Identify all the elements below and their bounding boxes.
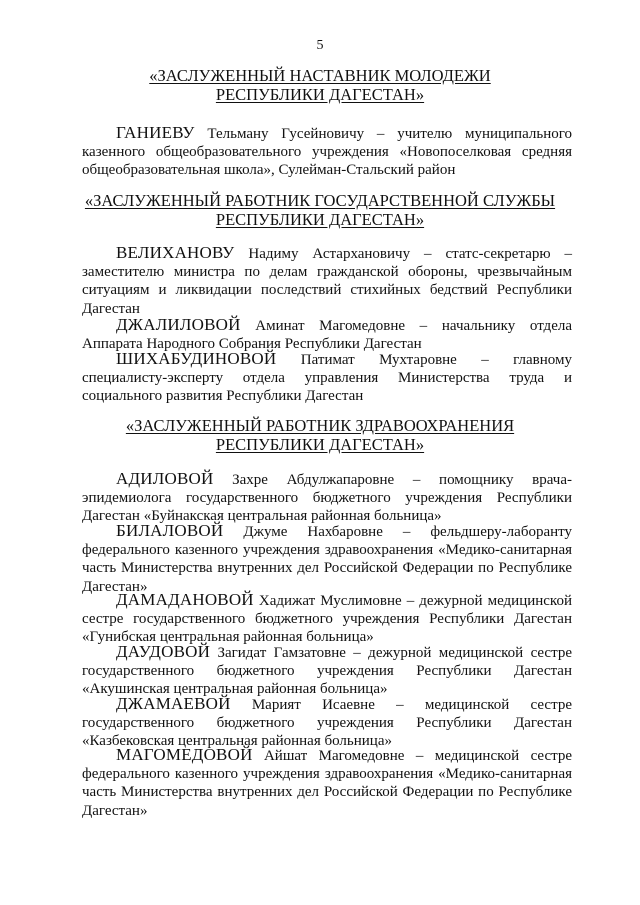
recipient-details: Хадижат Муслимовне – дежурной медицинской сестре государственного бюджетного учреждения Республики Дагестан «Гунибская центральная районная больница»	[82, 593, 572, 646]
recipient-details: Тельману Гусейновичу – учителю муниципального казенного общеобразовательного учреждения «Новопоселковая средняя общеобразовательная школа», Сулейман-Стальский район	[82, 126, 572, 179]
recipient-surname: ВЕЛИХАНОВУ	[116, 243, 235, 262]
recipient-surname: ДЖАМАЕВОЙ	[116, 694, 231, 713]
recipient-details: Джуме Нахбаровне – фельдшеру-лаборанту федерального казенного учреждения здравоохранения «Медико-санитарная часть Министерства внутренних дел Российской Федерации по Республике Дагестан»	[82, 524, 572, 595]
recipient-surname: ДАУДОВОЙ	[116, 642, 211, 661]
heading-line: «ЗАСЛУЖЕННЫЙ НАСТАВНИК МОЛОДЕЖИ	[149, 66, 491, 85]
heading-line: «ЗАСЛУЖЕННЫЙ РАБОТНИК ГОСУДАРСТВЕННОЙ СЛУЖБЫ	[84, 191, 556, 210]
heading-line: «ЗАСЛУЖЕННЫЙ РАБОТНИК ЗДРАВООХРАНЕНИЯ	[125, 416, 515, 435]
recipient-surname: ШИХАБУДИНОВОЙ	[116, 349, 277, 368]
recipient-details: Захре Абдулжапаровне – помощнику врача-эпидемиолога государственного бюджетного учреждения Республики Дагестан «Буйнакская центральная районная больница»	[82, 472, 572, 525]
recipient-surname: ДЖАЛИЛОВОЙ	[116, 315, 241, 334]
recipient-details: Марият Исаевне – медицинской сестре государственного бюджетного учреждения Республики Дагестан «Казбековская центральная районная больница»	[82, 697, 572, 750]
section-heading-mentor	[60, 66, 580, 104]
heading-line: РЕСПУБЛИКИ ДАГЕСТАН»	[215, 210, 425, 229]
award-entry	[82, 316, 572, 353]
section-heading-healthcare	[60, 416, 580, 454]
award-entry	[82, 695, 572, 751]
award-entry	[82, 244, 572, 318]
heading-line: РЕСПУБЛИКИ ДАГЕСТАН»	[215, 435, 425, 454]
page-number: 5	[316, 38, 324, 53]
recipient-surname: ГАНИЕВУ	[116, 123, 195, 142]
award-entry	[82, 643, 572, 699]
recipient-surname: АДИЛОВОЙ	[116, 469, 214, 488]
recipient-details: Надиму Астархановичу – статс-секретарю – заместителю министра по делам гражданской обороны, чрезвычайным ситуациям и ликвидации последствий стихийных бедствий Республики Дагестан	[82, 246, 572, 317]
section-heading-civil-service	[60, 191, 580, 229]
recipient-surname: МАГОМЕДОВОЙ	[116, 745, 253, 764]
recipient-details: Аминат Магомедовне – начальнику отдела Аппарата Народного Собрания Республики Дагестан	[82, 318, 572, 353]
award-entry	[82, 124, 572, 180]
award-entry	[82, 470, 572, 526]
recipient-details: Патимат Мухтаровне – главному специалисту-эксперту отдела управления Министерства труда и социального развития Республики Дагестан	[82, 352, 572, 405]
recipient-details: Загидат Гамзатовне – дежурной медицинской сестре государственного бюджетного учреждения Республики Дагестан «Акушинская центральная районная больница»	[82, 645, 572, 698]
heading-line: РЕСПУБЛИКИ ДАГЕСТАН»	[215, 85, 425, 104]
award-entry	[82, 522, 572, 596]
award-entry	[82, 746, 572, 820]
award-entry	[82, 350, 572, 406]
recipient-surname: ДАМАДАНОВОЙ	[116, 590, 254, 609]
award-entry	[82, 591, 572, 647]
recipient-details: Айшат Магомедовне – медицинской сестре федерального казенного учреждения здравоохранения «Медико-санитарная часть Министерства внутренних дел Российской Федерации по Республике Дагестан»	[82, 748, 572, 819]
recipient-surname: БИЛАЛОВОЙ	[116, 521, 224, 540]
